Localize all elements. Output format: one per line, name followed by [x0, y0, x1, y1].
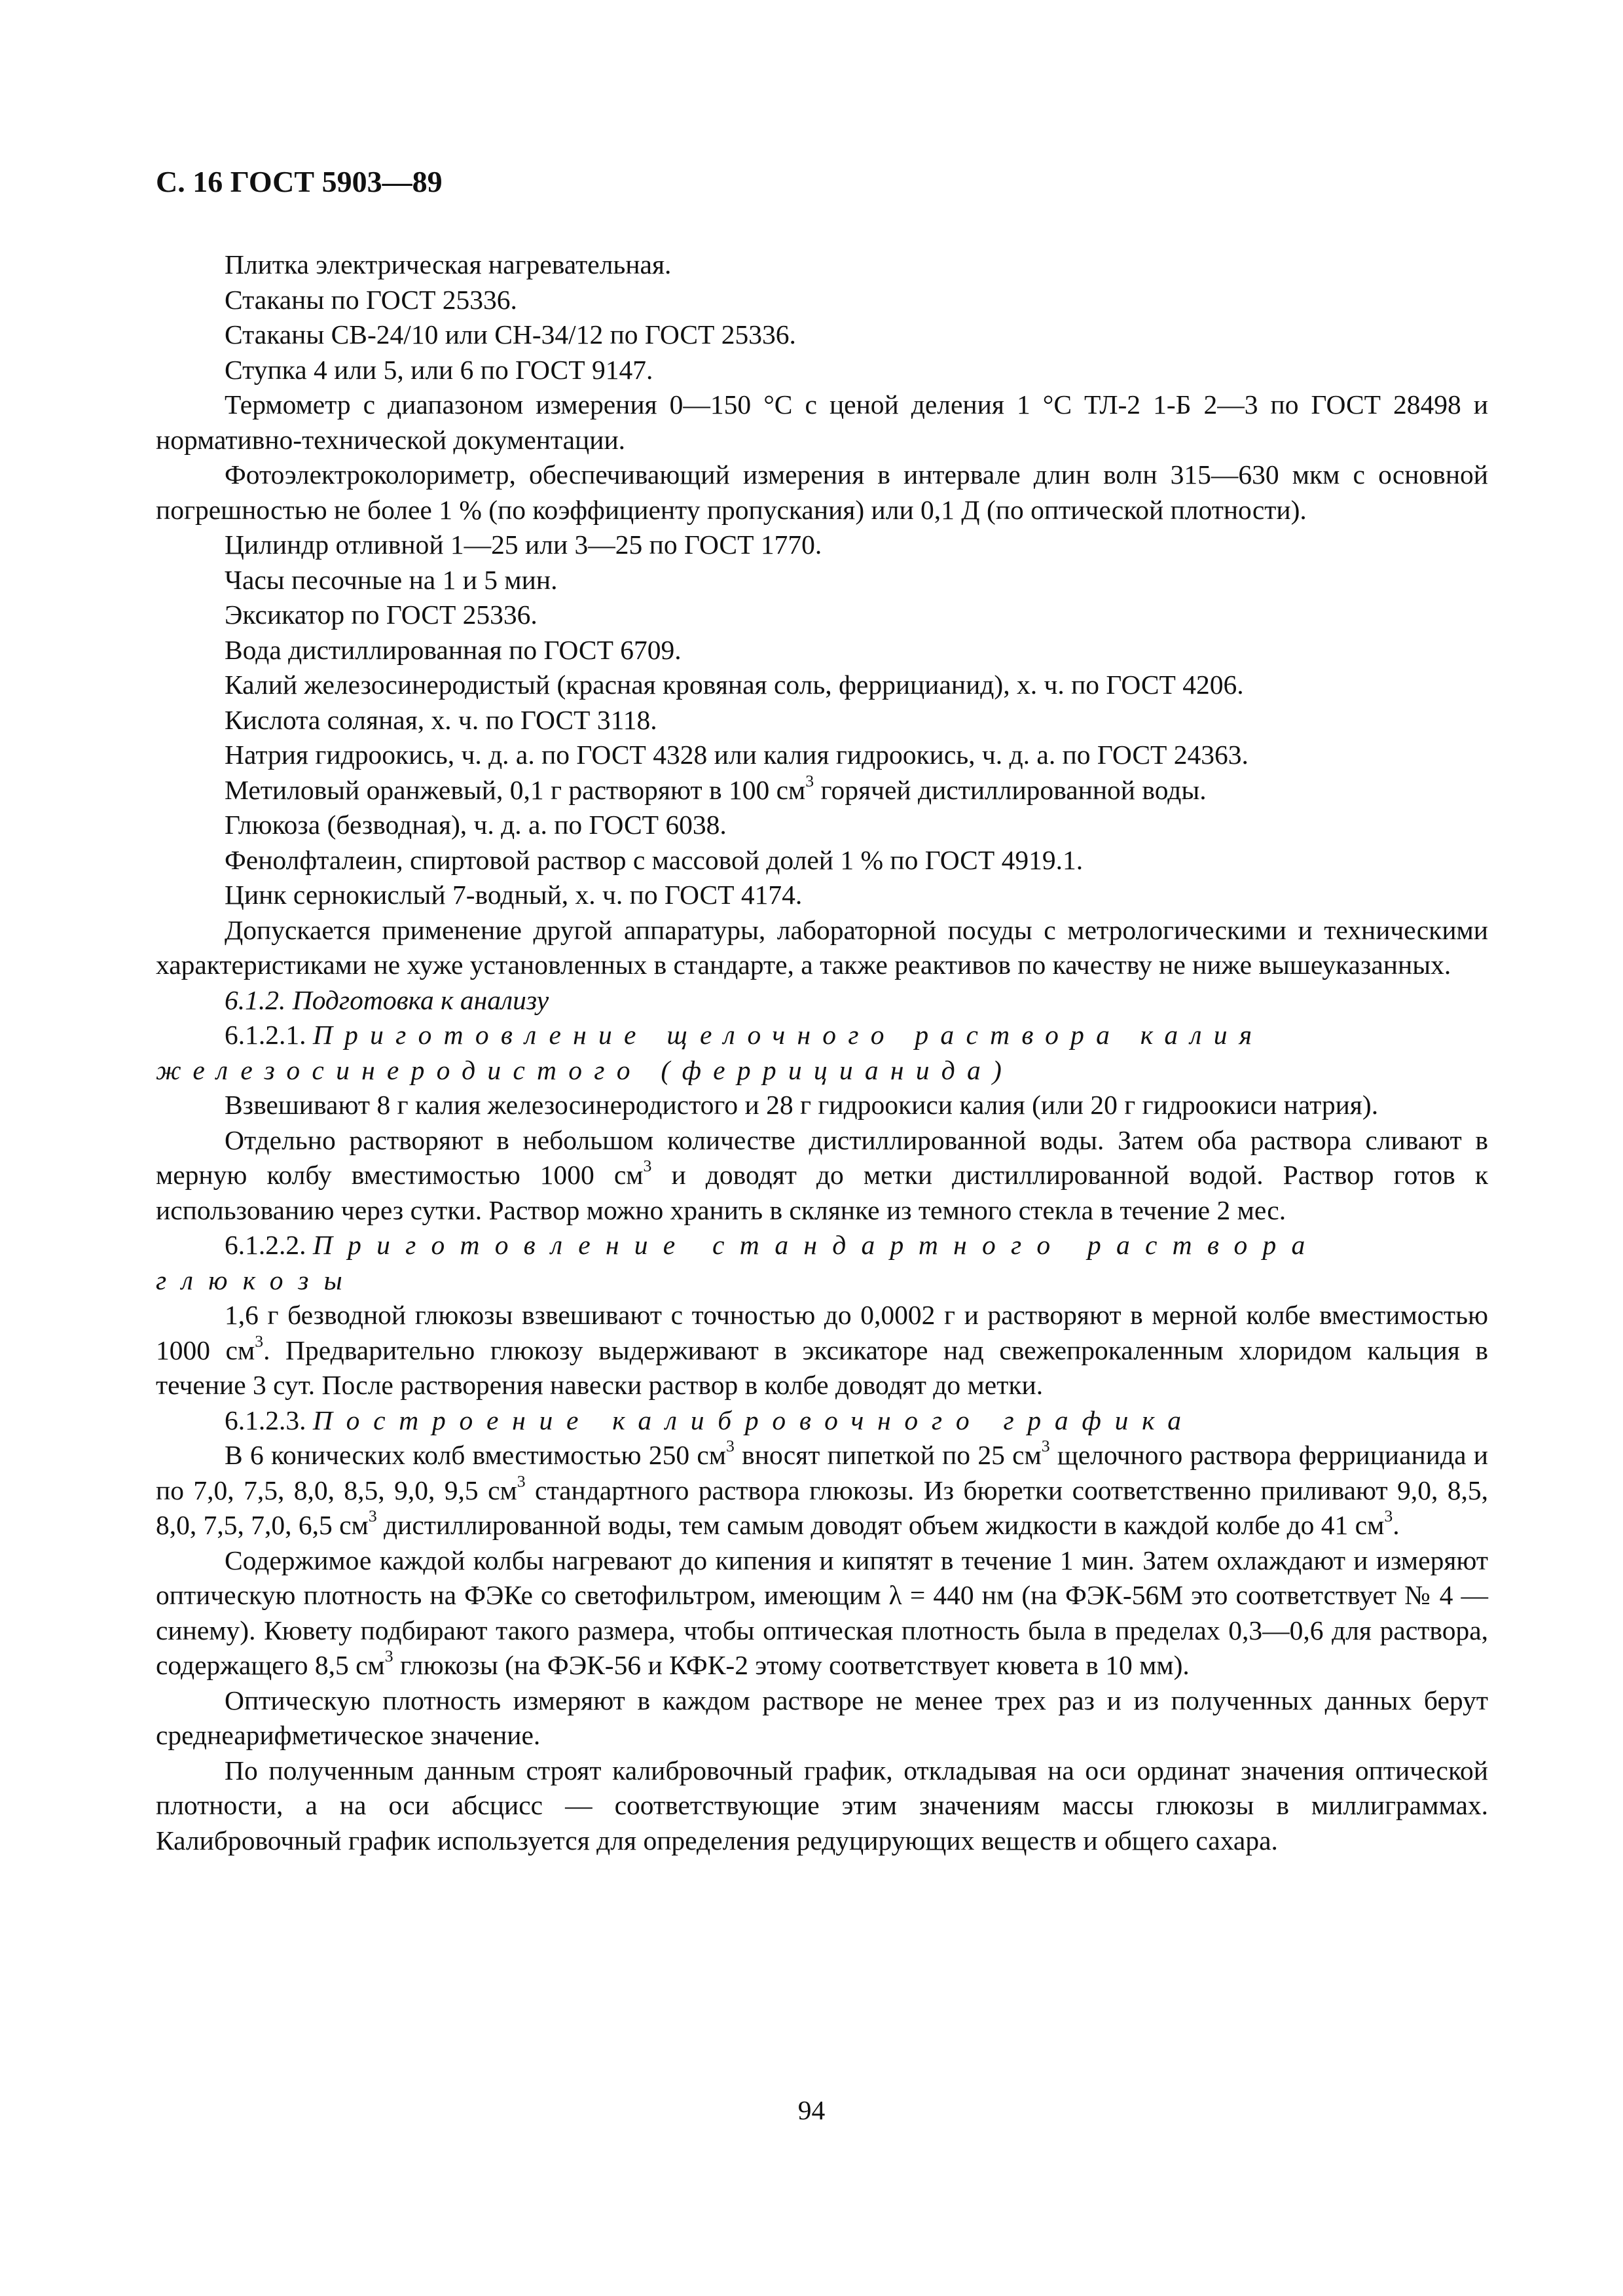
paragraph: Стаканы по ГОСТ 25336.	[225, 284, 517, 315]
superscript: 3	[517, 1471, 526, 1491]
text-run: 1,6 г безводной глюкозы взвешивают с точностью до 0,0002 г и растворяют в мерной колбе вместимостью 1000 см	[156, 1300, 1488, 1365]
text-run: . Предварительно глюкозу выдерживают в эксикаторе над свежепрокаленным хлоридом кальция в течение 3 сут. После растворения навески раствор в колбе доводят до метки.	[156, 1335, 1488, 1400]
paragraph	[156, 773, 1488, 808]
paragraph: Взвешивают 8 г калия железосинеродистого и 28 г гидроокиси калия (или 20 г гидроокиси натрия).	[225, 1090, 1379, 1120]
paragraph: Термометр с диапазоном измерения 0—150 °С с ценой деления 1 °С ТЛ-2 1-Б 2—3 по ГОСТ 28498 и нормативно-технической документации.	[156, 389, 1488, 455]
text-run: Метиловый оранжевый, 0,1 г растворяют в 100 см	[225, 774, 806, 805]
subsection-heading	[156, 1403, 1488, 1439]
superscript: 3	[384, 1646, 393, 1666]
text-run: и доводят до метки дистиллированной водой. Раствор готов к использованию через сутки. Раствор можно хранить в склянке из темного стекла в течение 2 мес.	[156, 1160, 1488, 1225]
section-heading	[156, 983, 1488, 1018]
text-run: дистиллированной воды, тем самым доводят объем жидкости в каждой колбе до 41 см	[376, 1510, 1385, 1540]
text-run: Отдельно растворяют в небольшом количестве дистиллированной воды. Затем оба раствора сливают в мерную колбу вместимостью 1000 см	[156, 1124, 1488, 1190]
paragraph: Цинк сернокислый 7-водный, х. ч. по ГОСТ 4174.	[225, 880, 803, 910]
text-run: глюкозы (на ФЭК-56 и КФК-2 этому соответствует кювета в 10 мм).	[393, 1650, 1190, 1680]
text-run: стандартного раствора глюкозы. Из бюретки соответственно приливают 9,0, 8,5, 8,0, 7,5, 7,0, 6,5 см	[156, 1475, 1488, 1540]
paragraph	[156, 1438, 1488, 1543]
text-run: горячей дистиллированной воды.	[814, 774, 1207, 805]
text-run: Содержимое каждой колбы нагревают до кипения и кипятят в течение 1 мин. Затем охлаждают и измеряют оптическую плотность на ФЭКе со светофильтром, имеющим λ = 440 нм (на ФЭК-56М это соответствует № 4 — синему). Кювету подбирают такого размера, чтобы оптическая плотность была в пределах 0,3—0,6 для раствора, содержащего 8,5 см	[156, 1545, 1488, 1680]
text-run: .	[1393, 1510, 1400, 1540]
document-body	[156, 247, 1488, 1858]
paragraph: Допускается применение другой аппаратуры, лабораторной посуды с метрологическими и техническими характеристиками не хуже установленных в стандарте, а также реактивов по качеству не ниже вышеуказанных.	[156, 914, 1488, 980]
paragraph	[156, 1298, 1488, 1403]
subsection-title: Приготовление щелочного раствора калия железосинеродистого (феррицианида)	[156, 1020, 1264, 1085]
paragraph: Калий железосинеродистый (красная кровяная соль, феррицианид), х. ч. по ГОСТ 4206.	[225, 670, 1244, 700]
superscript: 3	[643, 1156, 652, 1175]
text-run: В 6 конических колб вместимостью 250 см	[225, 1440, 727, 1470]
paragraph: Фенолфталеин, спиртовой раствор с массовой долей 1 % по ГОСТ 4919.1.	[225, 844, 1084, 875]
subsection-number: 6.1.2.2.	[225, 1230, 313, 1260]
paragraph: Глюкоза (безводная), ч. д. а. по ГОСТ 6038.	[225, 810, 727, 840]
page-number: 94	[797, 2095, 826, 2125]
paragraph: Часы песочные на 1 и 5 мин.	[225, 564, 558, 595]
subsection-title: Приготовление стандартного раствора глюкозы	[156, 1230, 1321, 1295]
paragraph: Кислота соляная, х. ч. по ГОСТ 3118.	[225, 704, 657, 735]
paragraph: Ступка 4 или 5, или 6 по ГОСТ 9147.	[225, 354, 653, 385]
paragraph: Стаканы СВ-24/10 или СН-34/12 по ГОСТ 25336.	[225, 319, 796, 350]
superscript: 3	[1041, 1436, 1050, 1456]
subsection-number: 6.1.2.1.	[225, 1020, 313, 1050]
subsection-number: 6.1.2.3.	[225, 1405, 313, 1435]
text-run: вносят пипеткой по 25 см	[734, 1440, 1042, 1470]
paragraph	[156, 1543, 1488, 1683]
text-run: щелочного раствора феррицианида и по 7,0, 7,5, 8,0, 8,5, 9,0, 9,5 см	[156, 1440, 1488, 1505]
superscript: 3	[368, 1506, 377, 1526]
paragraph	[156, 1123, 1488, 1229]
paragraph: Оптическую плотность измеряют в каждом растворе не менее трех раз и из полученных данных берут среднеарифметическое значение.	[156, 1685, 1488, 1750]
paragraph: По полученным данным строят калибровочный график, откладывая на оси ординат значения оптической плотности, а на оси абсцисс — соответствующие этим значениям массы глюкозы в миллиграммах. Калибровочный график используется для определения редуцирующих веществ и общего сахара.	[156, 1755, 1488, 1856]
section-heading-text: 6.1.2. Подготовка к анализу	[225, 984, 549, 1015]
paragraph: Цилиндр отливной 1—25 или 3—25 по ГОСТ 1770.	[225, 529, 822, 560]
superscript: 3	[1384, 1506, 1393, 1526]
superscript: 3	[255, 1331, 264, 1351]
paragraph: Эксикатор по ГОСТ 25336.	[225, 600, 538, 630]
paragraph: Вода дистиллированная по ГОСТ 6709.	[225, 634, 682, 665]
superscript: 3	[726, 1436, 735, 1456]
subsection-heading	[156, 1228, 1488, 1298]
subsection-heading	[156, 1018, 1488, 1088]
paragraph: Натрия гидроокись, ч. д. а. по ГОСТ 4328 или калия гидроокись, ч. д. а. по ГОСТ 24363.	[225, 740, 1249, 770]
page-header: С. 16 ГОСТ 5903—89	[156, 165, 443, 198]
paragraph: Плитка электрическая нагревательная.	[225, 249, 672, 279]
subsection-title: Построение калибровочного графика	[312, 1405, 1195, 1435]
superscript: 3	[805, 771, 814, 791]
paragraph: Фотоэлектроколориметр, обеспечивающий измерения в интервале длин волн 315—630 мкм с основной погрешностью не более 1 % (по коэффициенту пропускания) или 0,1 Д (по оптической плотности).	[156, 459, 1488, 525]
